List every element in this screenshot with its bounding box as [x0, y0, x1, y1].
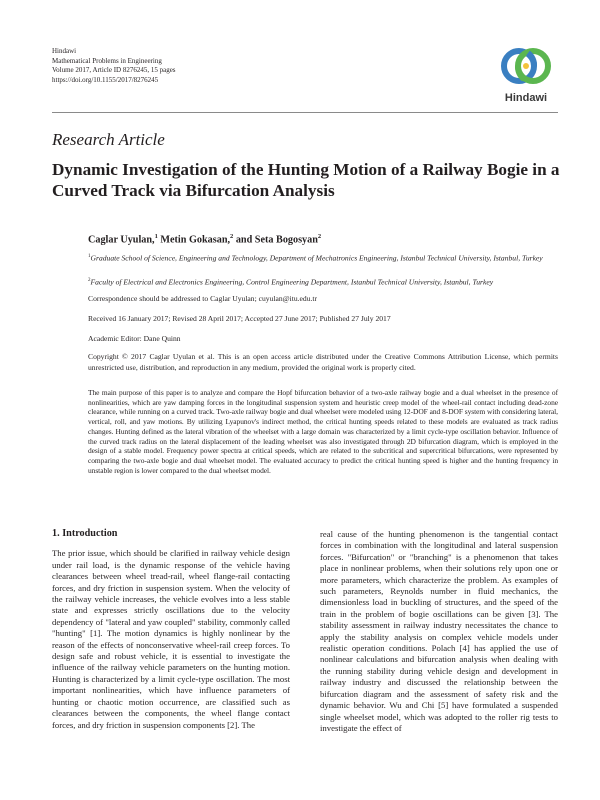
author-name: and Seta Bogosyan [235, 234, 318, 246]
abstract: The main purpose of this paper is to analyze and compare the Hopf bifurcation behavior of a two-axle railway bogie and a dual wheelset in the presence of nonlinearities, which are yaw damping forces in the longitudinal suspension system and heuristic creep model of the wheel-rail contact including dead-zone clearance, while running on a curved track. Two-axle railway bogie and dual wheelset were modeled using 12-DOF and 8-DOF system with considering lateral, vertical, roll, and yaw motions. By utilizing Lyapunov's indirect method, the critical hunting speeds related to these models are evaluated as track radius changes. Hunting defined as the lateral vibration of the wheelset with a large domain was characterized by a limit cycle-type oscillation behavior. Influence of the curved track radius on the lateral displacement of the leading wheelset was also investigated through 2D bifurcation diagram, which is employed in the design of a stable model. Frequency power spectra at critical speeds, which are related to the subcritical and supercritical bifurcations, were represented by comparing the two-axle bogie and dual wheelset model. The evaluated accuracy to predict the critical hunting speed is higher and the hunting frequency in unstable region is lower compared to the dual wheelset model. [88, 388, 558, 475]
section-heading: 1. Introduction [52, 528, 118, 539]
author-name: Caglar Uyulan, [88, 234, 155, 246]
body-paragraph: real cause of the hunting phenomenon is the tangential contact forces in combination with the longitudinal and lateral suspension forces. "Bifurcation" or "branching" is a phenomenon that takes place in nonlinear problems, when their solutions rely upon one or more parameters, which characterize the problem. As examples of such parameters, Reynolds number in fluid mechanics, the dimensionless load in buckling of structures, and the speed of the train in the problem of bogie oscillations can be given [3]. The stability assessment in railway industry necessitates the chance to apply the stability analysis on complex vehicle models under realistic operation conditions. Polach [4] has applied the use of nonlinear calculations and bifurcation analysis when dealing with the running stability during vehicle design and development in railway industry and discussed the relationship between the bifurcation diagram and the assessment of safety risk and the dynamic behavior. Wu and Chi [5] have formulated a suspended single wheelset model, which was adopted to the roller rig tests to investigate the effect of [320, 529, 558, 733]
journal-header [52, 47, 176, 85]
affiliation-text: Graduate School of Science, Engineering and Technology, Department of Mechatronics Engineering, Istanbul Technical University, Istanbul, Turkey [90, 253, 543, 263]
body-column-left [52, 528, 290, 731]
affiliation-mark: 1 [88, 254, 91, 259]
header-divider [52, 112, 558, 113]
affiliation-mark: 2 [88, 278, 91, 283]
volume-info: Volume 2017, Article ID 8276245, 15 pages [52, 66, 176, 74]
hindawi-logo-icon [494, 44, 558, 92]
doi-link[interactable]: https://doi.org/10.1155/2017/8276245 [52, 75, 159, 84]
author-affiliation-mark: 2 [317, 233, 322, 240]
affiliation-text: Faculty of Electrical and Electronics Engineering, Control Engineering Department, Istanbul Technical University, Istanbul, Turkey [90, 277, 494, 287]
journal-name: Mathematical Problems in Engineering [52, 56, 162, 65]
author-list [88, 233, 321, 245]
logo-wordmark: Hindawi [504, 92, 548, 104]
author-affiliation-mark: 1 [154, 233, 158, 240]
publisher-name: Hindawi [52, 47, 77, 55]
hindawi-logo [494, 44, 558, 104]
body-column-right [320, 529, 558, 734]
article-title: Dynamic Investigation of the Hunting Motion of a Railway Bogie in a Curved Track via Bifurcation Analysis [52, 160, 560, 200]
body-paragraph: The prior issue, which should be clarified in railway vehicle design under rail load, is the dynamic response of the vehicle having clearances between wheel tread-rail, wheel flange-rail contacting forces, and dry friction in suspension system. When the velocity of the railway vehicle increases, the vehicle evolves into a less stable state and expresses strictly oscillations due to the velocity dependency of "lateral and yaw coupled" stability, commonly called "hunting" [1]. The motion dynamics is highly nonlinear by the reason of the effects of nonconservative wheel-rail creep forces. To design safe and robust vehicle, it is essential to investigate the influence of the railway vehicle parameters on the hunting motion. Hunting is characterized by a limit cycle-type oscillation. The most important nonlinearities, which have influence parameters of hunting or chaotic motion occurrence, are classified such as clearances between the components, the wheel flange contact forces, and dry friction in suspension components [2]. The [52, 548, 290, 730]
author-name: Metin Gokasan, [160, 234, 231, 246]
author-affiliation-mark: 2 [230, 233, 234, 240]
affiliation-2 [88, 276, 558, 288]
academic-editor: Academic Editor: Dane Quinn [88, 334, 181, 343]
copyright-notice: Copyright © 2017 Caglar Uyulan et al. This is an open access article distributed under the Creative Commons Attribution License, which permits unrestricted use, distribution, and reproduction in any medium, provided the original work is properly cited. [88, 352, 558, 372]
publication-dates: Received 16 January 2017; Revised 28 April 2017; Accepted 27 June 2017; Published 27 July 2017 [88, 314, 391, 323]
affiliation-1 [88, 252, 558, 264]
article-type: Research Article [52, 130, 165, 149]
correspondence: Correspondence should be addressed to Caglar Uyulan; cuyulan@itu.edu.tr [88, 294, 318, 303]
